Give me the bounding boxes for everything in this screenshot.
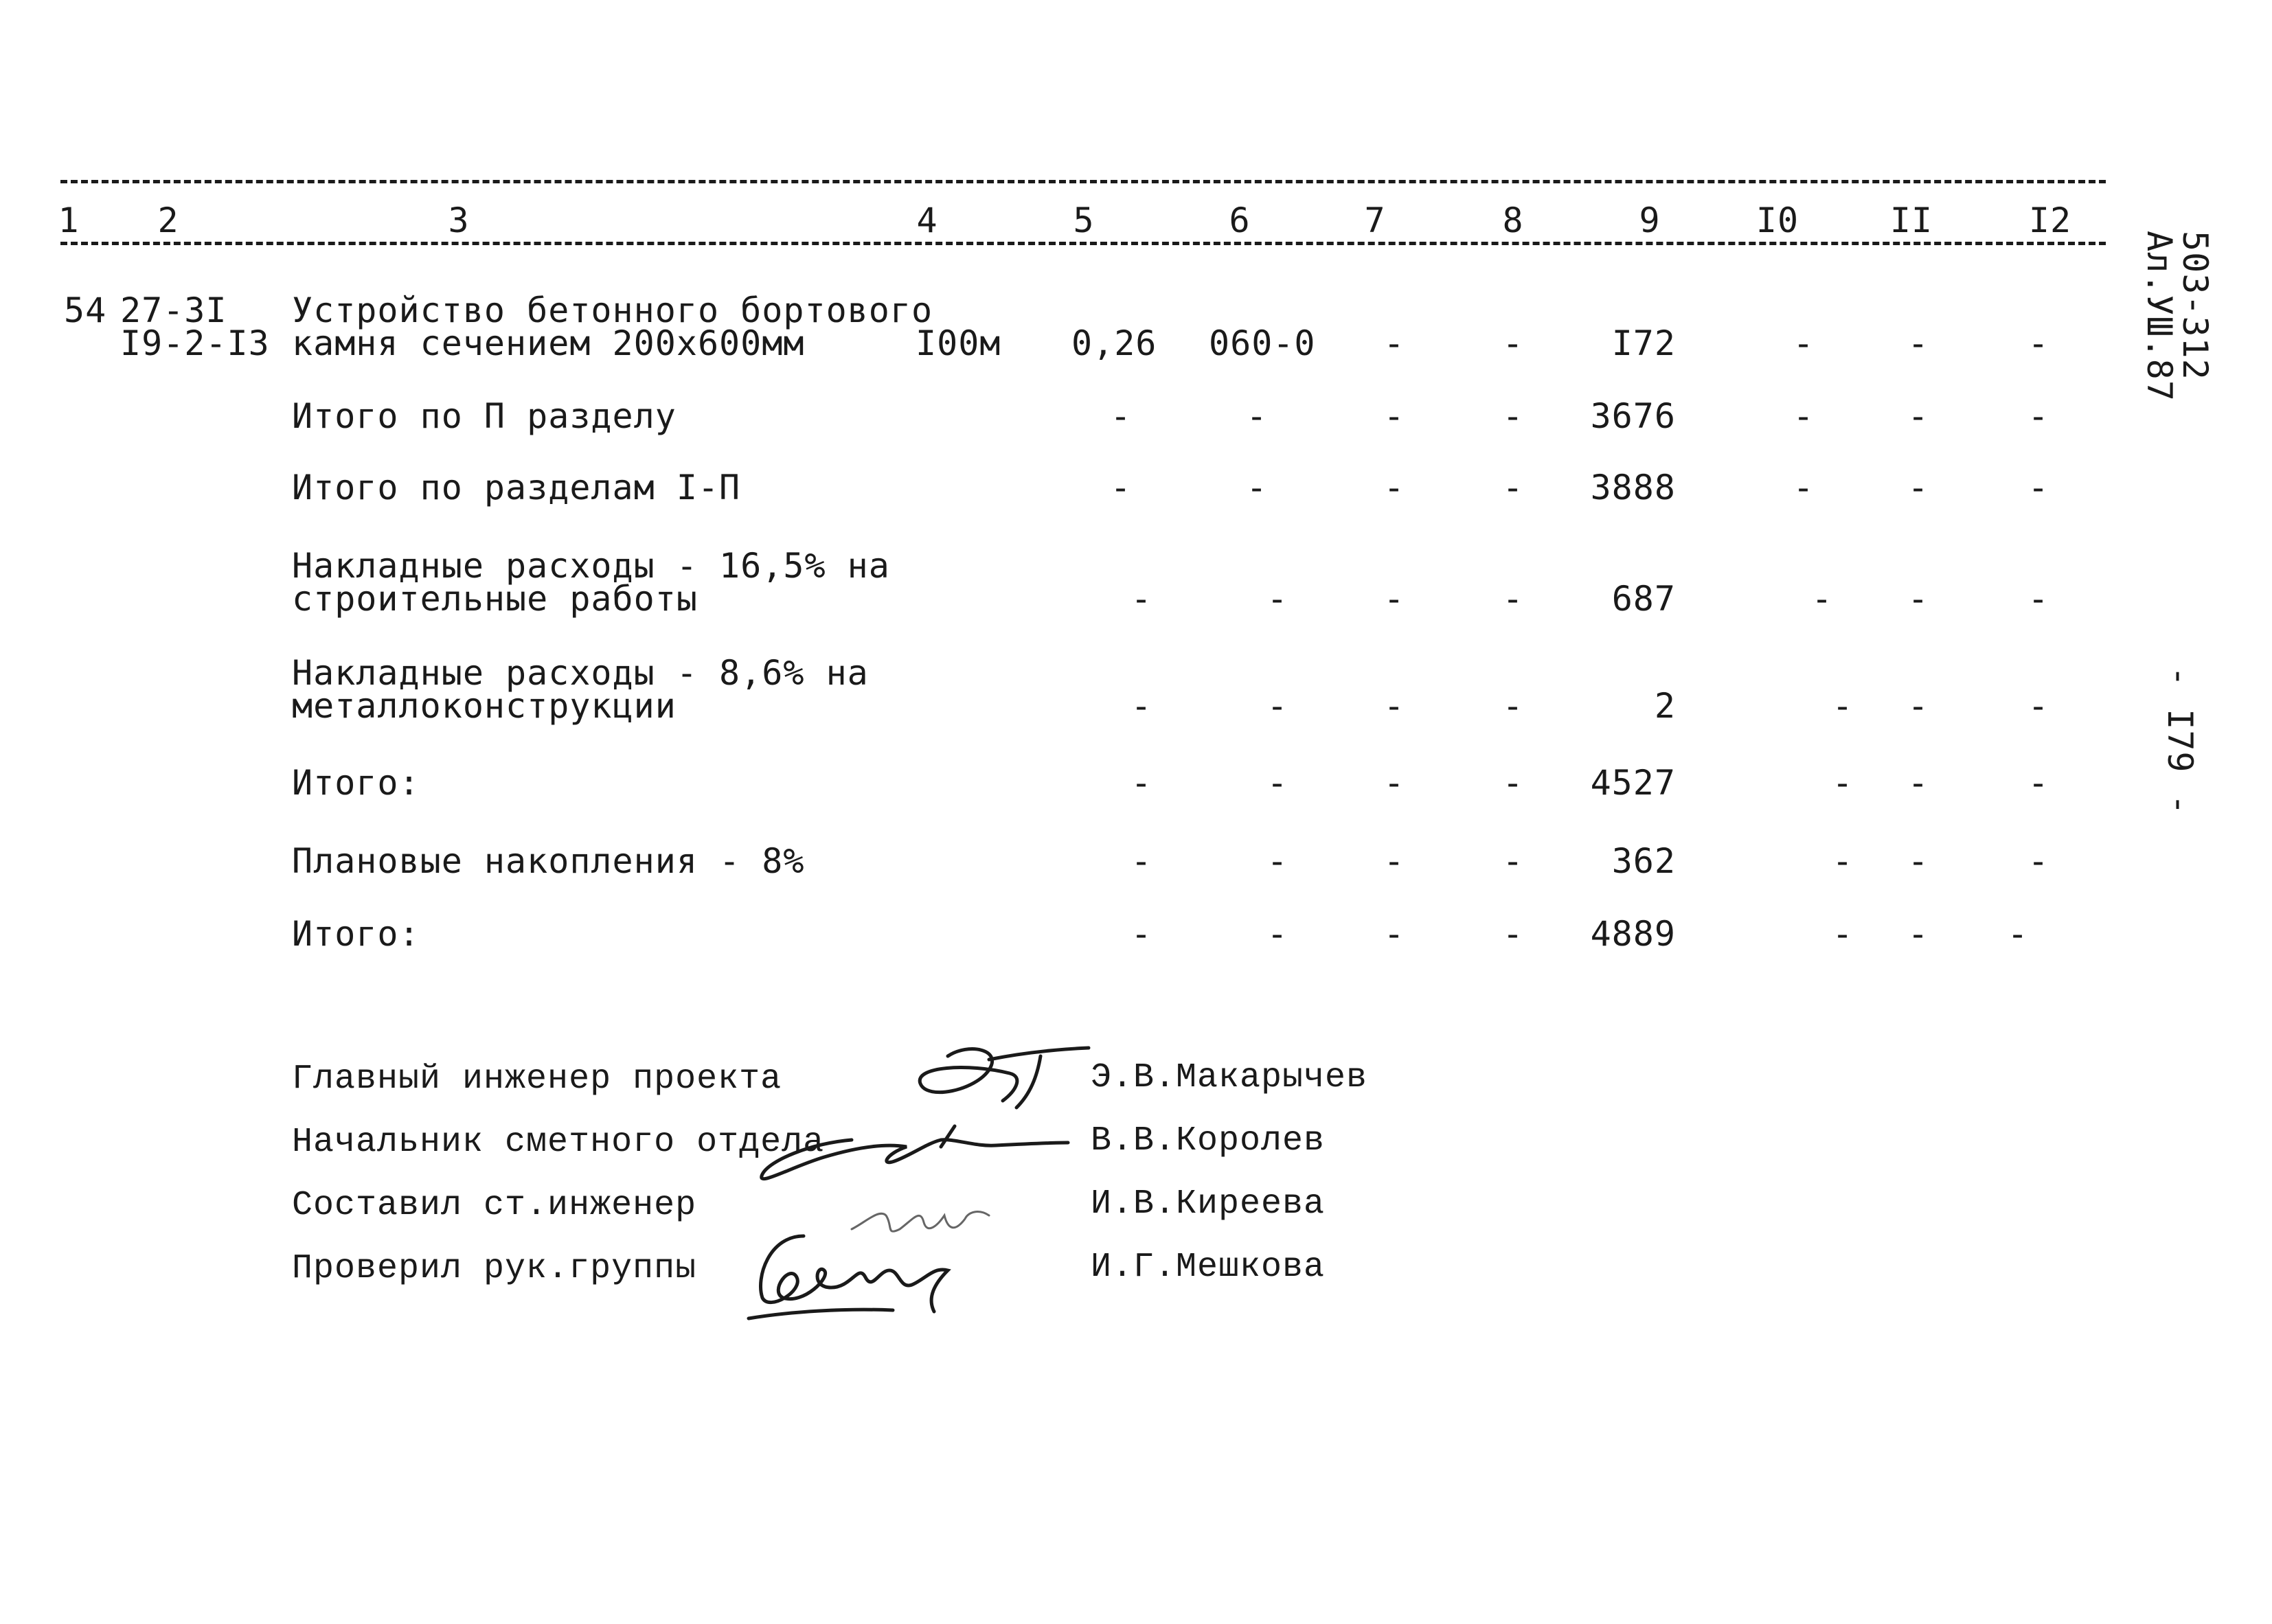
row-description: Итого по П разделу xyxy=(292,396,677,436)
row-code: I9-2-I3 xyxy=(120,323,270,363)
row-description: Устройство бетонного бортового xyxy=(292,290,933,330)
row-col9: 3676 xyxy=(1590,396,1676,436)
table-top-rule xyxy=(60,180,2106,183)
row-col9: 2 xyxy=(1654,686,1676,726)
row-description: строительные работы xyxy=(292,579,698,619)
row-col9: 362 xyxy=(1611,841,1676,881)
row-description: Итого: xyxy=(292,914,420,954)
row-col11: - xyxy=(1907,841,1929,881)
row-col12: - xyxy=(2027,841,2049,881)
signatory-name: Э.В.Макарычев xyxy=(1091,1058,1368,1097)
row-col5: - xyxy=(1131,841,1152,881)
row-col11: - xyxy=(1907,468,1929,507)
row-col10: - xyxy=(1793,396,1815,436)
row-col7: - xyxy=(1383,579,1405,619)
row-description: Накладные расходы - 16,5% на xyxy=(292,546,890,586)
row-col10: - xyxy=(1832,763,1854,803)
row-col10: - xyxy=(1832,841,1854,881)
row-col6: - xyxy=(1266,763,1288,803)
row-col6: - xyxy=(1246,396,1268,436)
col-num-6: 6 xyxy=(1229,201,1251,240)
signatory-name: В.В.Королев xyxy=(1091,1121,1326,1160)
col-num-3: 3 xyxy=(448,201,470,240)
handwritten-signature-2 xyxy=(749,1119,1071,1195)
col-num-7: 7 xyxy=(1364,201,1386,240)
row-col11: - xyxy=(1907,396,1929,436)
row-col6: 060-0 xyxy=(1209,323,1316,363)
row-col9: 687 xyxy=(1611,579,1676,619)
row-col9: 3888 xyxy=(1590,468,1676,507)
row-col12: - xyxy=(2027,763,2049,803)
col-num-5: 5 xyxy=(1073,201,1095,240)
col-num-12: I2 xyxy=(2028,201,2072,240)
col-num-11: II xyxy=(1889,201,1933,240)
row-col8: - xyxy=(1502,914,1524,954)
row-col5: - xyxy=(1131,686,1152,726)
document-code: 503-312 xyxy=(2175,231,2215,380)
col-num-2: 2 xyxy=(157,201,179,240)
row-col11: - xyxy=(1907,914,1929,954)
signatory-name: И.Г.Мешкова xyxy=(1091,1248,1326,1287)
row-col6: - xyxy=(1266,686,1288,726)
signatory-role: Главный инженер проекта xyxy=(292,1060,782,1099)
row-col9: 4889 xyxy=(1590,914,1676,954)
signatory-role: Составил ст.инженер xyxy=(292,1186,697,1225)
signatory-role: Начальник сметного отдела xyxy=(292,1123,825,1162)
row-col10: - xyxy=(1832,914,1854,954)
row-col5: - xyxy=(1110,468,1132,507)
row-col8: - xyxy=(1502,763,1524,803)
handwritten-signature-4 xyxy=(728,1222,955,1325)
row-col12: - xyxy=(2027,579,2049,619)
row-col5: 0,26 xyxy=(1071,323,1157,363)
row-col7: - xyxy=(1383,763,1405,803)
row-col12: - xyxy=(2027,396,2049,436)
row-col8: - xyxy=(1502,396,1524,436)
row-col6: - xyxy=(1266,914,1288,954)
row-col11: - xyxy=(1907,763,1929,803)
row-col7: - xyxy=(1383,323,1405,363)
col-num-1: 1 xyxy=(58,201,80,240)
row-col7: - xyxy=(1383,686,1405,726)
row-col12: - xyxy=(2027,686,2049,726)
row-col10: - xyxy=(1793,323,1815,363)
page-number: - I79 - xyxy=(2160,666,2200,816)
row-description: Итого: xyxy=(292,763,420,803)
row-col5: - xyxy=(1131,914,1152,954)
row-col5: - xyxy=(1110,396,1132,436)
row-col7: - xyxy=(1383,468,1405,507)
handwritten-signature-1 xyxy=(907,1036,1092,1118)
row-col5: - xyxy=(1131,763,1152,803)
row-number: 54 xyxy=(64,290,107,330)
row-col8: - xyxy=(1502,841,1524,881)
row-col10: - xyxy=(1832,686,1854,726)
row-col8: - xyxy=(1502,323,1524,363)
row-col8: - xyxy=(1502,579,1524,619)
table-header-rule xyxy=(60,242,2106,245)
col-num-9: 9 xyxy=(1639,201,1661,240)
col-num-10: I0 xyxy=(1756,201,1799,240)
row-col9: 4527 xyxy=(1590,763,1676,803)
row-description: Накладные расходы - 8,6% на xyxy=(292,653,869,693)
row-col7: - xyxy=(1383,914,1405,954)
row-col11: - xyxy=(1907,686,1929,726)
signatory-role: Проверил рук.группы xyxy=(292,1249,697,1288)
row-description: металлоконструкции xyxy=(292,686,677,726)
row-unit: I00м xyxy=(916,323,1001,363)
row-code: 27-3I xyxy=(120,290,227,330)
row-col10: - xyxy=(1793,468,1815,507)
row-col9: I72 xyxy=(1611,323,1676,363)
row-col7: - xyxy=(1383,841,1405,881)
album-reference: Ал.УШ.87 xyxy=(2139,231,2179,402)
row-col8: - xyxy=(1502,686,1524,726)
row-col6: - xyxy=(1246,468,1268,507)
col-num-4: 4 xyxy=(916,201,938,240)
row-col5: - xyxy=(1131,579,1152,619)
row-description: Плановые накопления - 8% xyxy=(292,841,805,881)
col-num-8: 8 xyxy=(1502,201,1524,240)
row-col8: - xyxy=(1502,468,1524,507)
row-col11: - xyxy=(1907,323,1929,363)
row-description: камня сечением 200x600мм xyxy=(292,323,805,363)
row-col7: - xyxy=(1383,396,1405,436)
row-col12: - xyxy=(2007,914,2029,954)
row-col12: - xyxy=(2027,323,2049,363)
row-col10: - xyxy=(1811,579,1833,619)
signatory-name: И.В.Киреева xyxy=(1091,1185,1326,1224)
row-col6: - xyxy=(1266,579,1288,619)
row-description: Итого по разделам I-П xyxy=(292,468,741,507)
row-col11: - xyxy=(1907,579,1929,619)
row-col6: - xyxy=(1266,841,1288,881)
row-col12: - xyxy=(2027,468,2049,507)
